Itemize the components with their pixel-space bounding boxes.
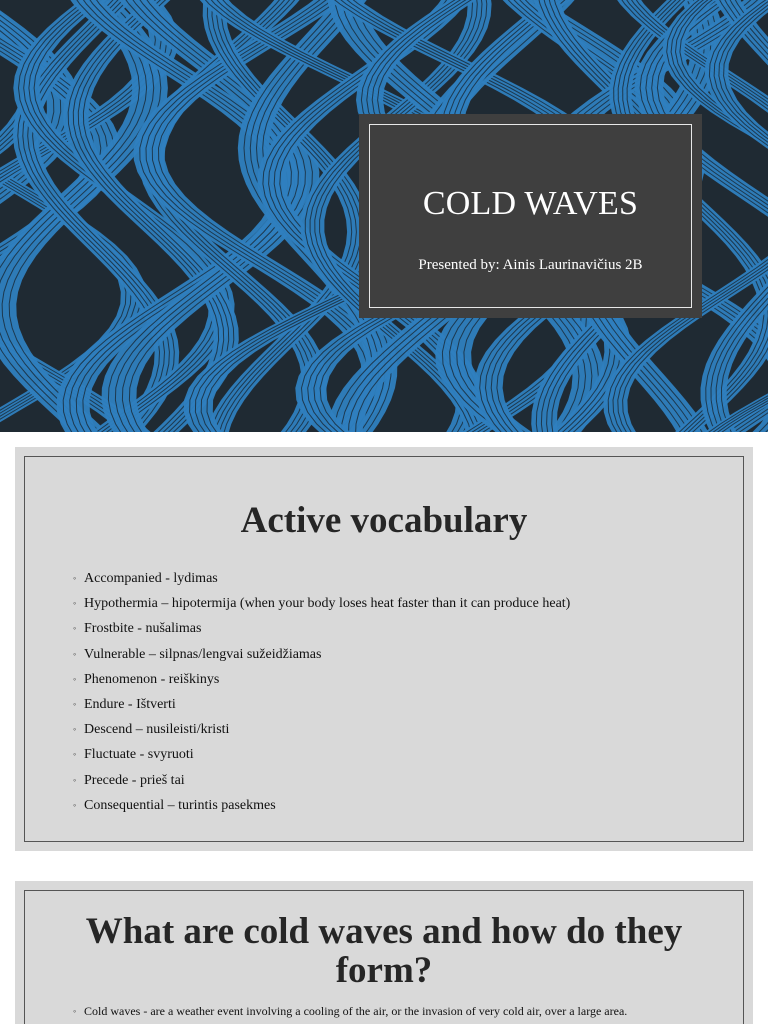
list-item-text: Cold waves - are a weather event involving a cooling of the air, or the invasion of very cold air, over a large area. xyxy=(84,1004,628,1018)
list-item xyxy=(73,696,570,721)
list-item xyxy=(73,797,570,822)
definition-slide xyxy=(15,881,753,1024)
list-item-text: Consequential – turintis pasekmes xyxy=(84,797,276,813)
title-box-border xyxy=(369,124,692,308)
list-item xyxy=(73,620,570,645)
list-item-text: Phenomenon - reiškinys xyxy=(84,671,220,687)
list-item xyxy=(73,746,570,771)
vocabulary-heading: Active vocabulary xyxy=(240,500,528,541)
list-item-text: Descend – nusileisti/kristi xyxy=(84,722,230,738)
list-item-text: Accompanied - lydimas xyxy=(84,571,218,586)
definition-heading: What are cold waves and how do they form? xyxy=(85,911,683,991)
list-item-text: Endure - Ištverti xyxy=(84,696,176,712)
list-item-text: Precede - prieš tai xyxy=(84,772,185,788)
list-item xyxy=(73,1003,627,1024)
bullet-icon: ◦ xyxy=(73,623,77,634)
list-item-text: Frostbite - nušalimas xyxy=(84,621,202,637)
list-item xyxy=(73,646,570,671)
list-item-text: Hypothermia – hipotermija (when your body loses heat faster than it can produce heat) xyxy=(84,596,571,612)
bullet-icon: ◦ xyxy=(73,749,77,760)
list-item-text: Fluctuate - svyruoti xyxy=(84,747,194,763)
bullet-icon: ◦ xyxy=(73,598,77,609)
vocabulary-slide xyxy=(15,447,753,851)
slide-subtitle: Presented by: Ainis Laurinavičius 2B xyxy=(418,257,643,273)
bullet-icon: ◦ xyxy=(73,673,77,684)
bullet-icon: ◦ xyxy=(73,799,77,810)
bullet-icon: ◦ xyxy=(73,698,77,709)
list-item-text: Vulnerable – silpnas/lengvai sužeidžiamas xyxy=(84,646,322,662)
bullet-icon: ◦ xyxy=(73,1006,77,1016)
bullet-icon: ◦ xyxy=(73,724,77,735)
list-item xyxy=(73,772,570,797)
title-slide xyxy=(0,0,768,432)
list-item xyxy=(73,570,570,595)
bullet-icon: ◦ xyxy=(73,573,77,583)
slide-title: COLD WAVES xyxy=(422,185,639,222)
bullet-icon: ◦ xyxy=(73,774,77,785)
title-box xyxy=(359,114,702,318)
list-item xyxy=(73,671,570,696)
bullet-icon: ◦ xyxy=(73,648,77,659)
list-item xyxy=(73,721,570,746)
definition-list xyxy=(73,1003,627,1024)
vocabulary-list xyxy=(73,570,570,822)
list-item xyxy=(73,595,570,620)
